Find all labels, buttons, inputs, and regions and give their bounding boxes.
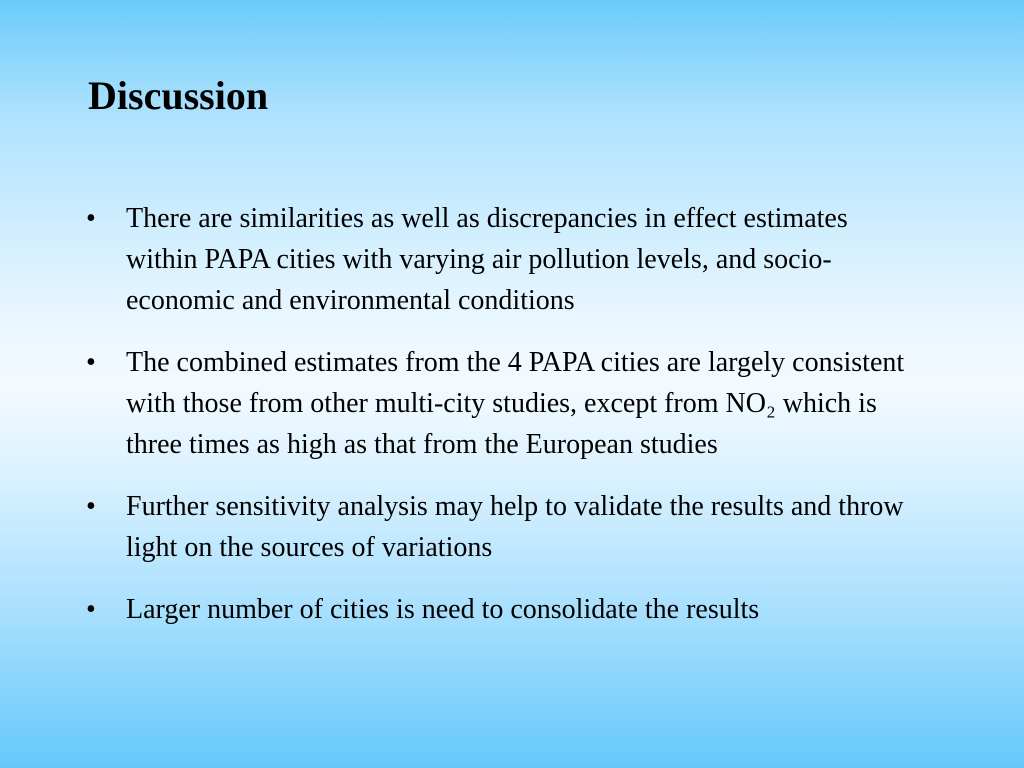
bullet-text: Further sensitivity analysis may help to validate the results and throw light on the sources of variations	[126, 491, 904, 563]
bullet-text: The combined estimates from the 4 PAPA cities are largely consistent with those from other multi-city studies, except from NO₂ which is three times as high as that from the European studies	[126, 347, 905, 460]
bullet-marker: •	[86, 203, 96, 234]
bullet-item-4	[86, 589, 926, 630]
bullet-item-1	[86, 198, 926, 321]
bullet-text: There are similarities as well as discrepancies in effect estimates within PAPA cities with varying air pollution levels, and socio-economic and environmental conditions	[126, 203, 848, 316]
bullet-marker: •	[86, 491, 96, 522]
bullet-list	[86, 198, 926, 630]
bullet-marker: •	[86, 347, 96, 378]
bullet-item-2	[86, 342, 926, 465]
bullet-text: Larger number of cities is need to consolidate the results	[126, 594, 760, 625]
slide-title: Discussion	[88, 73, 269, 118]
bullet-item-3	[86, 486, 926, 568]
bullet-marker: •	[86, 594, 96, 625]
